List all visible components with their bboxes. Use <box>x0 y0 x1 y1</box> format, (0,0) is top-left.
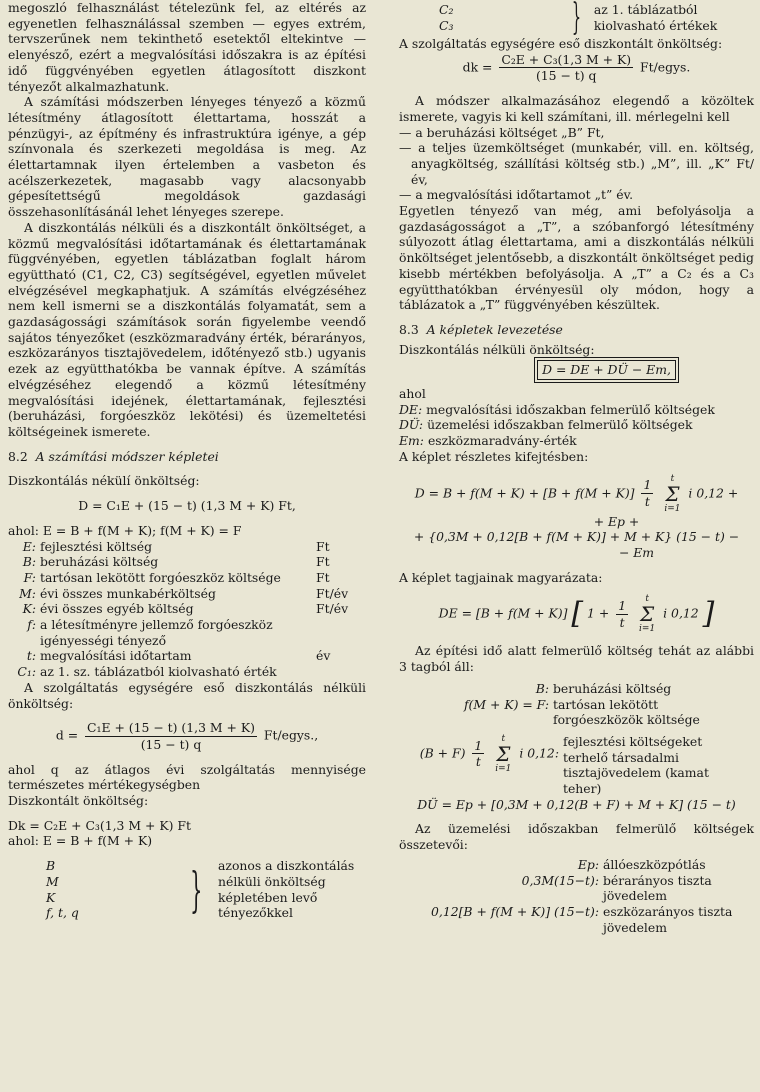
symbol: C₂ <box>439 2 454 18</box>
label: ahol <box>399 386 426 402</box>
definition-sym: M: <box>19 585 36 601</box>
term-rhs: fejlesztési költségeket terhelő társadalmi tisztajövedelem (kamat teher) <box>563 733 709 797</box>
definition-unit: Ft/év <box>316 601 349 617</box>
description: eszközmaradvány-érték <box>427 433 577 449</box>
formula-box-wrap <box>459 360 754 380</box>
symbol: DE: <box>399 401 423 417</box>
formula-part: + {0,3M + 0,12[B + f(M + K)] + M + K} (15 − t) − <box>413 529 740 545</box>
section-number: 8.3 <box>399 321 419 337</box>
section-heading <box>8 449 366 465</box>
paragraph: ahol q az átlagos évi szolgáltatás mennyisége természetes mértékegységben <box>8 761 366 793</box>
definition-desc: megvalósítási időtartam <box>40 648 192 664</box>
denominator: (15 − t) q <box>140 736 202 752</box>
formula-DE <box>399 594 754 634</box>
paragraph: A diszkontálás nélküli és a diszkontált önköltséget, a közmű megvalósítási időtartamának és élettartamának függvényében, egyetlen táblázatban foglalt három együttható (C1, C2, C3) segítségével, egyetlen művelet elvégzésével megkaphatjuk. A számítás elvégzéséhez nem kell ismerni se a diszkontálás folyamatát, sem a gazdaságossági számítások során figyelembe veendő sajátos tényezőket (eszközmaradvány érték, bérarányos, eszközarányos tisztajövedelem, időtényező stb.) ugyanis ezek az együtthatókba be vannak építve. A számítás elvégzéséhez elegendő a közmű létesítmény megvalósítási idejének, élettartamának, fejlesztési (beruházási, forgóeszköz lekötési) és üzemeltetési költségeinek ismerete. <box>8 219 366 439</box>
right-column <box>399 0 754 935</box>
denominator: t <box>644 494 650 510</box>
term-row <box>399 734 754 797</box>
definition-desc: a létesítményre jellemző forgóeszköz igényességi tényező <box>40 617 273 648</box>
component-rhs: eszközarányos tiszta jövedelem <box>603 903 733 935</box>
formula-part: − Em <box>618 544 655 560</box>
sum-lower: i=1 <box>495 763 512 774</box>
formula-lhs: dk = <box>462 59 493 75</box>
section-number: 8.2 <box>8 448 28 464</box>
denominator: t <box>475 754 481 770</box>
numerator: 1 <box>474 737 483 753</box>
component-lhs: Ep: <box>577 856 599 872</box>
term-lhs: B: <box>535 680 549 696</box>
symbol: C₃ <box>439 18 454 33</box>
numerator: 1 <box>618 598 627 614</box>
fraction <box>499 52 633 84</box>
definition-sym: f: <box>27 617 36 633</box>
symbol: f, t, q <box>46 905 79 921</box>
brace-group <box>8 858 366 921</box>
fraction <box>616 598 628 630</box>
definition-unit: Ft <box>316 569 330 585</box>
description: üzemelési időszakban felmerülő költségek <box>427 417 693 433</box>
formula-d <box>8 720 366 752</box>
component-lhs: 0,12[B + f(M + K)] (15−t): <box>431 903 599 919</box>
brace-symbols <box>8 858 175 921</box>
symbol: K <box>46 889 56 905</box>
section-title: A képletek levezetése <box>426 321 563 337</box>
paragraph: Egyetlen tényező van még, ami befolyásolja a gazdaságosságot a „T”, a szóbanforgó létesítmény súlyozott átlag élettartama, ami a diszkontálás nélküli önköltséget jelentősebb, a diszkontált önköltséget pedig kisebb mértékben befolyásolja. A „T” a C₂ és a C₃ együtthatókban érvényesül oly módon, hogy a táblázatok a „T” függvényében készültek. <box>399 203 754 313</box>
bracket-close: ] <box>702 596 715 632</box>
term-lhs: f(M + K) = F: <box>463 696 549 712</box>
formula-where: ahol: E = B + f(M + K) <box>8 833 153 849</box>
component-row <box>399 904 754 935</box>
term-row <box>399 681 754 697</box>
definition-desc: az 1. sz. táblázatból kiolvasható érték <box>40 664 277 680</box>
definition-unit: Ft <box>316 554 330 570</box>
formula-dk <box>399 52 754 84</box>
paragraph: A szolgáltatás egységére eső diszkontálás nélküli önköltség: <box>8 679 366 711</box>
fraction <box>472 738 484 770</box>
paragraph: megoszló felhasználást tételezünk fel, az eltérés az egyenetlen felhasználással szemben — egyes extrém, tervszerűnek nem tekinthető esetektől eltekintve — elenyésző, ezért a megvalósítási időszakra is az építési idő függvényében egyetlen átlagosított diszkont tényezőt alkalmazhatunk. <box>8 0 366 94</box>
section-heading <box>399 322 754 338</box>
sum-upper: t <box>501 733 506 744</box>
bracket-open: [ <box>571 596 584 632</box>
formula-Dk: Dk = C₂E + C₃(1,3 M + K) Ft <box>8 817 191 833</box>
numerator: C₂E + C₃(1,3 M + K) <box>501 51 632 67</box>
definition-sym: t: <box>26 648 36 664</box>
component-list <box>399 857 754 936</box>
paragraph: A módszer alkalmazásához elegendő a közöltek ismerete, vagyis ki kell számítani, ill. mérlegelni kell <box>399 93 754 124</box>
definition-desc: tartósan lekötött forgóeszköz költsége <box>40 569 281 585</box>
bullet-item: — a teljes üzemköltséget (munkabér, vill. en. költség, anyagköltség, szállítási költség stb.) „M”, ill. „K” Ft/év, <box>399 140 754 187</box>
definition-desc: évi összes egyéb költség <box>40 601 194 617</box>
formula-part: + Ep + <box>593 513 640 529</box>
term-rhs: beruházási költség <box>553 680 672 696</box>
label: Diszkontálás nélküli önköltség: <box>399 341 595 357</box>
sum-upper: t <box>645 594 649 605</box>
definition-unit: év <box>316 648 331 664</box>
symbol: M <box>46 873 59 889</box>
formula-part: DE = [B + f(M + K)] <box>438 605 568 621</box>
label: A képlet részletes kifejtésben: <box>399 448 589 464</box>
term-list <box>399 681 754 797</box>
formula-part: i 0,12: <box>519 745 559 761</box>
term-row <box>399 697 754 728</box>
description: megvalósítási időszakban felmerülő költségek <box>426 401 715 417</box>
sigma-icon: Σ <box>640 602 655 627</box>
component-rhs: állóeszközpótlás <box>603 856 706 872</box>
brace-symbols <box>399 2 559 33</box>
fraction <box>85 720 257 752</box>
formula-unit: Ft/egys. <box>640 59 691 75</box>
paragraph: Az építési idő alatt felmerülő költség tehát az alábbi 3 tagból áll: <box>399 643 754 675</box>
formula-D-expanded <box>399 474 754 514</box>
left-column <box>8 0 366 921</box>
paragraph: Az üzemelési időszakban felmerülő költségek összetevői: <box>399 821 754 853</box>
definition-unit <box>316 617 366 648</box>
right-brace: } <box>190 861 203 918</box>
definition-sym: E: <box>22 538 36 554</box>
denominator: (15 − t) q <box>535 68 597 84</box>
definition <box>399 402 754 418</box>
bullet-item: — a beruházási költséget „B” Ft, <box>399 124 605 140</box>
sigma-icon: Σ <box>665 481 680 506</box>
formula-part: i 0,12 <box>663 605 699 621</box>
component-rhs: bérarányos tiszta jövedelem <box>603 872 712 904</box>
bullet-item: — a megvalósítási időtartamot „t” év. <box>399 187 634 203</box>
numerator: 1 <box>643 477 652 493</box>
denominator: t <box>619 614 625 630</box>
sum-lower: i=1 <box>664 503 681 514</box>
definition-row <box>8 539 366 555</box>
definition-row <box>8 648 366 664</box>
right-brace: } <box>571 0 582 38</box>
formula-where: ahol: E = B + f(M + K); f(M + K) = F <box>8 522 242 538</box>
component-row <box>399 857 754 873</box>
term-rhs: tartósan lekötött forgóeszközök költsége <box>553 696 700 728</box>
definition-row <box>8 554 366 570</box>
sum-lower: i=1 <box>639 624 656 635</box>
paragraph: A számítási módszerben lényeges tényező a közmű létesítmény átlagosított élettartama, hosszát a pénzügyi-, az építmény és infrastruktúra igénye, a gép színvonala és szerkezeti megoldása is meg. Az élettartamnak ilyen értelemben a vasbeton és acélszerkezetek, magasabb vagy alacsonyabb gépesítettségű megoldások gazdasági összehasonlításánál lehet lényeges szerepe. <box>8 94 366 220</box>
numerator: C₁E + (15 − t) (1,3 M + K) <box>87 720 255 736</box>
definitions-list <box>399 402 754 449</box>
formula-DU: DÜ = Ep + [0,3M + 0,12(B + F) + M + K] (15 − t) <box>417 796 736 812</box>
formula-lhs: d = <box>55 727 79 743</box>
formula-part: D = B + f(M + K) + [B + f(M + K)] <box>414 485 635 501</box>
formula-part: (B + F) <box>419 745 466 761</box>
definition-sym: B: <box>22 554 36 570</box>
label: A képlet tagjainak magyarázata: <box>399 569 603 585</box>
summation <box>495 734 511 774</box>
symbol: DÜ: <box>399 417 424 433</box>
summation <box>664 474 680 514</box>
formula-part: 1 + <box>587 605 610 621</box>
definition-row <box>8 601 366 617</box>
definition-sym: K: <box>22 601 36 617</box>
definition-desc: évi összes munkabérköltség <box>40 585 216 601</box>
definition-row <box>8 664 366 680</box>
formula-part: i 0,12 + <box>688 485 739 501</box>
brace-text: az 1. táblázatból kiolvasható értékek <box>593 2 718 33</box>
definition-desc: beruházási költség <box>40 554 159 570</box>
component-lhs: 0,3M(15−t): <box>521 872 599 888</box>
definition-desc: fejlesztési költség <box>40 538 153 554</box>
definition-unit <box>316 664 366 680</box>
definition-sym: F: <box>23 569 36 585</box>
definition <box>399 433 754 449</box>
fraction <box>641 477 653 509</box>
brace-group <box>399 0 754 36</box>
boxed-formula: D = DE + DÜ − Em, <box>537 360 676 380</box>
symbol: B <box>46 858 56 874</box>
sigma-icon: Σ <box>496 741 511 766</box>
definition-unit: Ft <box>316 538 330 554</box>
definitions-table <box>8 539 366 680</box>
formula-unit: Ft/egys., <box>263 727 319 743</box>
definition-sym: C₁: <box>17 664 36 680</box>
label: Diszkontált önköltség: <box>8 793 149 809</box>
definition <box>399 417 754 433</box>
definition-row <box>8 586 366 602</box>
summation <box>639 594 655 634</box>
label: Diszkontálás nékülí önköltség: <box>8 473 200 489</box>
formula-row <box>399 342 754 358</box>
definition-unit: Ft/év <box>316 585 349 601</box>
paragraph: A szolgáltatás egységére eső diszkontált önköltség: <box>399 36 723 51</box>
brace-text: azonos a diszkontálás nélküli önköltség képletében levő tényezőkkel <box>218 858 355 921</box>
sum-upper: t <box>670 473 675 484</box>
component-row <box>399 873 754 904</box>
term-lhs <box>399 734 559 774</box>
formula-D: D = C₁E + (15 − t) (1,3 M + K) Ft, <box>78 498 296 514</box>
definition-row <box>8 617 366 648</box>
definition-row <box>8 570 366 586</box>
section-title: A számítási módszer képletei <box>35 448 219 464</box>
symbol: Em: <box>399 433 424 449</box>
